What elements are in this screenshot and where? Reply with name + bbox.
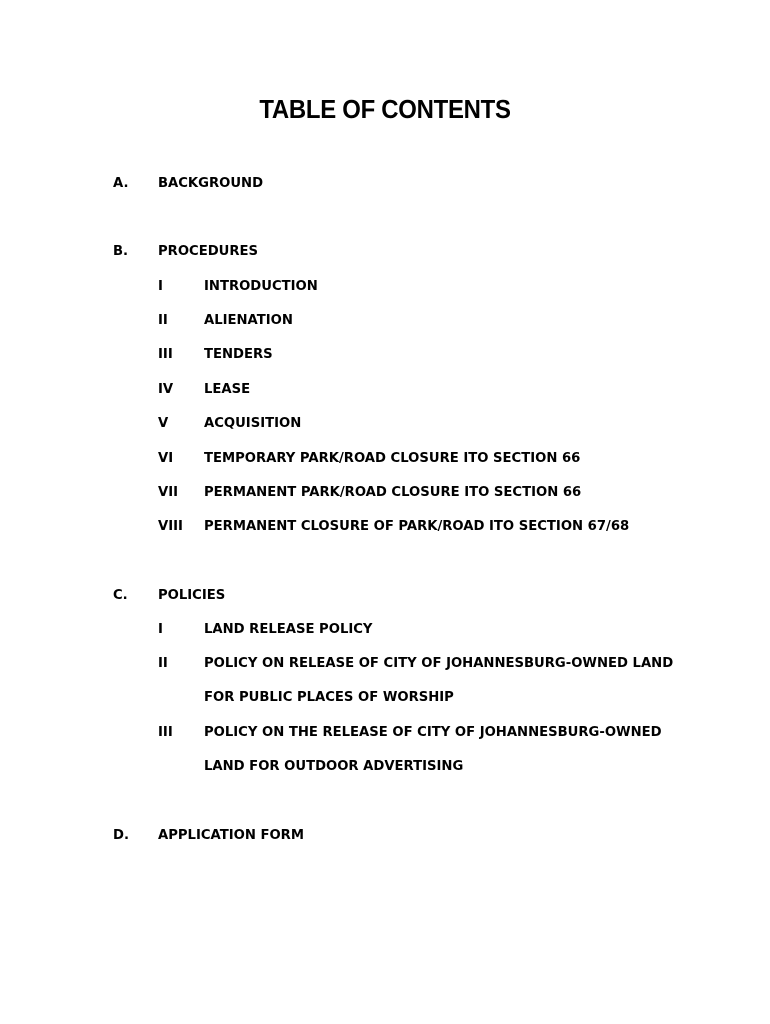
item-number: I <box>158 622 163 637</box>
item-label: ALIENATION <box>204 313 293 328</box>
section-label: PROCEDURES <box>158 244 259 259</box>
item-label: TEMPORARY PARK/ROAD CLOSURE ITO SECTION 66 <box>204 451 581 466</box>
item-label: INTRODUCTION <box>204 279 318 294</box>
item-number: VII <box>158 485 179 500</box>
item-number: IV <box>158 382 174 397</box>
section-label: BACKGROUND <box>158 176 264 191</box>
section-letter: A. <box>113 176 129 191</box>
item-label: PERMANENT CLOSURE OF PARK/ROAD ITO SECTION 67/68 <box>204 519 630 534</box>
section-letter: B. <box>113 244 129 259</box>
item-label: ACQUISITION <box>204 416 302 431</box>
item-number: VIII <box>158 519 183 534</box>
item-label: LEASE <box>204 382 251 397</box>
item-number: II <box>158 313 168 328</box>
item-label-continued: FOR PUBLIC PLACES OF WORSHIP <box>204 690 454 705</box>
section-letter: C. <box>113 588 128 603</box>
section-label: POLICIES <box>158 588 226 603</box>
item-number: II <box>158 656 168 671</box>
section-label: APPLICATION FORM <box>158 828 304 843</box>
item-number: III <box>158 725 173 740</box>
item-label: TENDERS <box>204 347 273 362</box>
section-letter: D. <box>113 828 129 843</box>
item-label: LAND RELEASE POLICY <box>204 622 373 637</box>
item-number: III <box>158 347 173 362</box>
item-label: PERMANENT PARK/ROAD CLOSURE ITO SECTION 66 <box>204 485 582 500</box>
item-label: POLICY ON RELEASE OF CITY OF JOHANNESBURG-OWNED LAND <box>204 656 674 671</box>
item-number: VI <box>158 451 174 466</box>
item-number: I <box>158 279 163 294</box>
item-label-continued: LAND FOR OUTDOOR ADVERTISING <box>204 759 464 774</box>
item-label: POLICY ON THE RELEASE OF CITY OF JOHANNESBURG-OWNED <box>204 725 662 740</box>
page-title: TABLE OF CONTENTS <box>259 94 511 124</box>
item-number: V <box>158 416 169 431</box>
